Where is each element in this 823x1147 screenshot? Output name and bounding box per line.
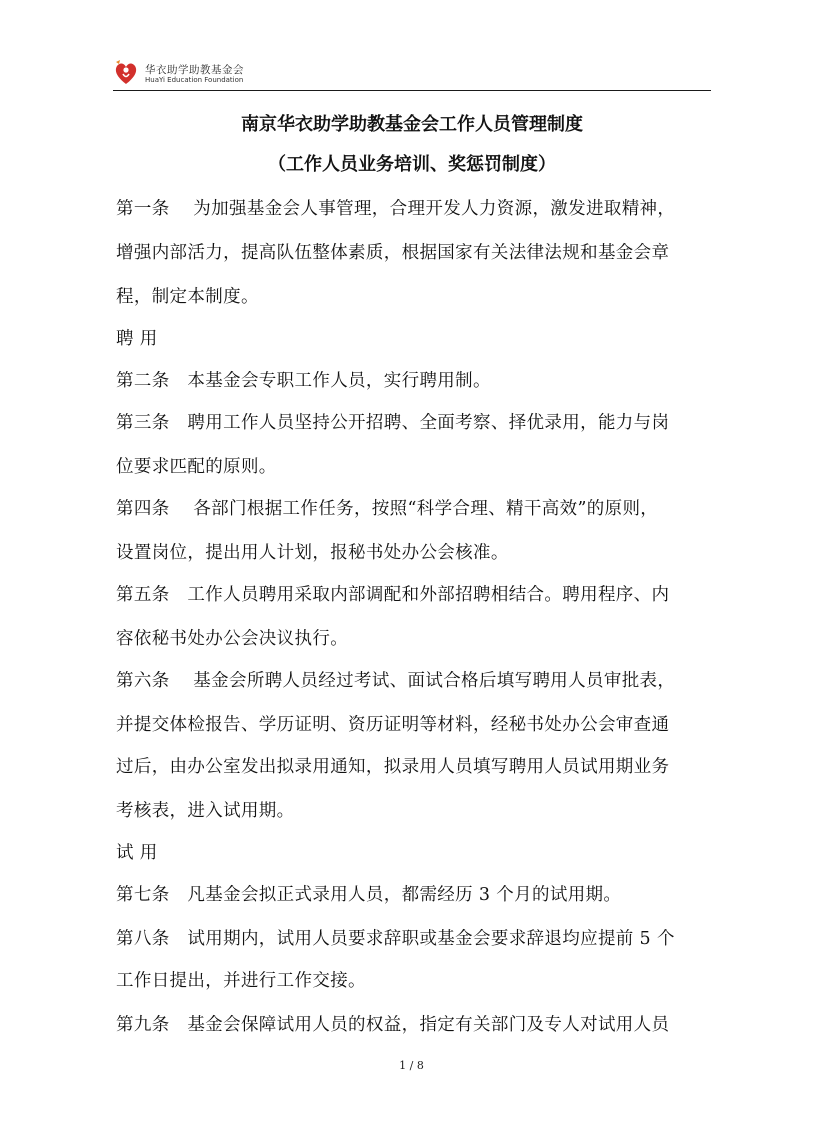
section-heading: 试 用 <box>116 843 158 863</box>
body-line: 第二条 本基金会专职工作人员，实行聘用制。 <box>116 371 491 391</box>
org-name-en: HuaYi Education Foundation <box>145 76 244 84</box>
body-line: 并提交体检报告、学历证明、资历证明等材料，经秘书处办公会审查通 <box>116 715 670 735</box>
body-line: 考核表，进入试用期。 <box>116 801 295 821</box>
body-line: 位要求匹配的原则。 <box>116 457 277 477</box>
page-number: 1 / 8 <box>399 1059 424 1072</box>
body-line: 过后，由办公室发出拟录用通知，拟录用人员填写聘用人员试用期业务 <box>116 757 670 777</box>
body-line: 设置岗位，提出用人计划，报秘书处办公会核准。 <box>116 543 509 563</box>
foundation-logo-icon <box>113 58 139 88</box>
header-divider <box>113 90 711 91</box>
body-line: 第七条 凡基金会拟正式录用人员，都需经历 3 个月的试用期。 <box>116 885 622 905</box>
section-heading: 聘 用 <box>116 329 158 349</box>
body-line: 第一条 为加强基金会人事管理，合理开发人力资源，激发进取精神， <box>116 199 676 219</box>
body-line: 容依秘书处办公会决议执行。 <box>116 629 349 649</box>
body-line: 第五条 工作人员聘用采取内部调配和外部招聘相结合。聘用程序、内 <box>116 585 670 605</box>
document-subtitle: （工作人员业务培训、奖惩罚制度） <box>268 154 556 175</box>
document-title: 南京华衣助学助教基金会工作人员管理制度 <box>241 114 583 135</box>
page-header <box>113 58 713 92</box>
body-line: 第六条 基金会所聘人员经过考试、面试合格后填写聘用人员审批表， <box>116 671 676 691</box>
body-line: 程，制定本制度。 <box>116 287 259 307</box>
body-line: 第九条 基金会保障试用人员的权益，指定有关部门及专人对试用人员 <box>116 1015 670 1035</box>
body-line: 第三条 聘用工作人员坚持公开招聘、全面考察、择优录用，能力与岗 <box>116 413 670 433</box>
org-name-cn: 华衣助学助教基金会 <box>145 64 244 76</box>
body-line: 增强内部活力，提高队伍整体素质，根据国家有关法律法规和基金会章 <box>116 243 670 263</box>
body-line: 第四条 各部门根据工作任务，按照“科学合理、精干高效”的原则， <box>116 499 659 519</box>
body-line: 工作日提出，并进行工作交接。 <box>116 971 366 991</box>
body-line: 第八条 试用期内，试用人员要求辞职或基金会要求辞退均应提前 5 个 <box>116 929 675 949</box>
